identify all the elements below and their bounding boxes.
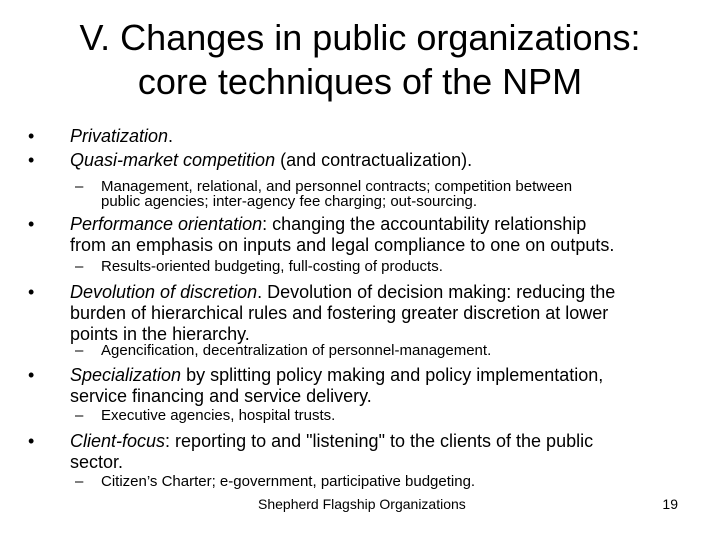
bullet-text bbox=[70, 431, 710, 473]
bullet-marker: • bbox=[28, 150, 35, 170]
sub-bullet-line-1: Executive agencies, hospital trusts. bbox=[101, 407, 336, 424]
bullet-rest: by splitting policy making and policy implementation, bbox=[181, 365, 604, 385]
sub-bullet-text bbox=[101, 474, 711, 489]
bullet-line-2: service financing and service delivery. bbox=[70, 386, 372, 406]
bullet-text bbox=[70, 282, 710, 345]
bullet-emphasis: Devolution of discretion bbox=[70, 282, 258, 302]
bullet-rest: . bbox=[168, 126, 174, 146]
bullet-text bbox=[70, 365, 710, 407]
slide-title bbox=[20, 16, 700, 104]
bullet-rest: : changing the accountability relationship bbox=[262, 214, 587, 234]
bullet-text bbox=[70, 214, 710, 256]
bullet-marker: • bbox=[28, 431, 35, 451]
sub-bullet-text bbox=[101, 179, 711, 209]
bullet-emphasis: Performance orientation bbox=[70, 214, 263, 234]
bullet-line-2: sector. bbox=[70, 452, 124, 472]
bullet-marker: • bbox=[28, 126, 35, 146]
sub-bullet-line-1: Results-oriented budgeting, full-costing of products. bbox=[101, 258, 443, 275]
bullet-emphasis: Client-focus bbox=[70, 431, 166, 451]
sub-bullet-marker: – bbox=[75, 258, 84, 275]
bullet-text bbox=[70, 126, 710, 147]
bullet-line-2: burden of hierarchical rules and fostering greater discretion at lower bbox=[70, 303, 609, 323]
bullet-line-3: points in the hierarchy. bbox=[70, 324, 250, 344]
bullet-line-2: from an emphasis on inputs and legal compliance to one on outputs. bbox=[70, 235, 615, 255]
bullet-rest: : reporting to and "listening" to the clients of the public bbox=[165, 431, 594, 451]
bullet-marker: • bbox=[28, 282, 35, 302]
bullet-marker: • bbox=[28, 365, 35, 385]
sub-bullet-line-2: public agencies; inter-agency fee charging; out-sourcing. bbox=[101, 193, 478, 210]
sub-bullet-text bbox=[101, 259, 711, 274]
sub-bullet-text bbox=[101, 408, 711, 423]
sub-bullet-text bbox=[101, 343, 711, 358]
bullet-rest: . Devolution of decision making: reducing the bbox=[257, 282, 616, 302]
sub-bullet-line-1: Citizen’s Charter; e-government, participative budgeting. bbox=[101, 473, 476, 490]
slide-title-line-2: core techniques of the NPM bbox=[137, 61, 583, 102]
sub-bullet-marker: – bbox=[75, 178, 84, 195]
sub-bullet-line-1: Management, relational, and personnel contracts; competition between bbox=[101, 178, 573, 195]
sub-bullet-line-1: Agencification, decentralization of personnel-management. bbox=[101, 342, 492, 359]
bullet-emphasis: Quasi-market competition bbox=[70, 150, 276, 170]
sub-bullet-marker: – bbox=[75, 473, 84, 490]
bullet-rest: (and contractualization). bbox=[275, 150, 473, 170]
sub-bullet-marker: – bbox=[75, 407, 84, 424]
slide-title-line-1: V. Changes in public organizations: bbox=[79, 17, 641, 58]
bullet-marker: • bbox=[28, 214, 35, 234]
bullet-emphasis: Specialization bbox=[70, 365, 182, 385]
bullet-emphasis: Privatization bbox=[70, 126, 169, 146]
sub-bullet-marker: – bbox=[75, 342, 84, 359]
page-number: 19 bbox=[662, 496, 678, 512]
bullet-text bbox=[70, 150, 710, 171]
footer-organization: Shepherd Flagship Organizations bbox=[258, 496, 466, 512]
